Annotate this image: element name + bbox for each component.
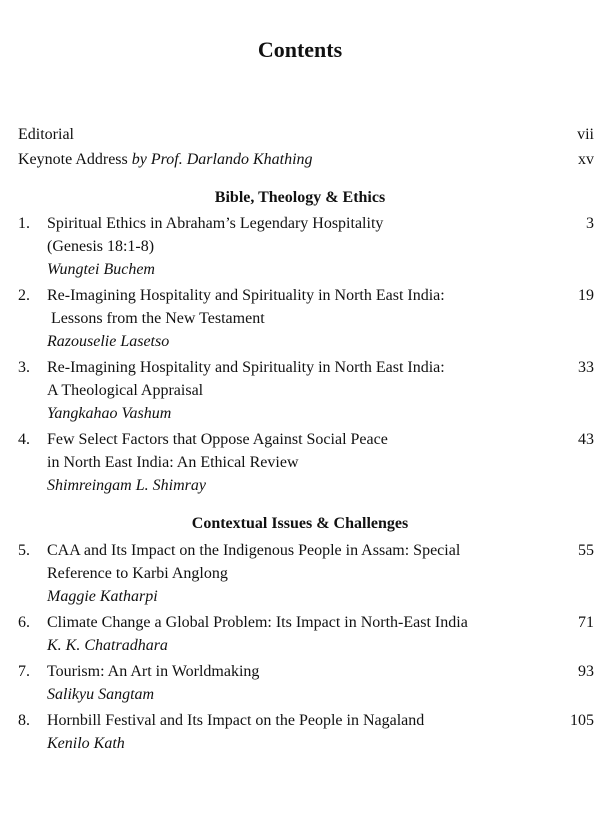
toc-page-number: 105: [570, 712, 594, 729]
section-heading: Contextual Issues & Challenges: [191, 515, 409, 532]
toc-entry-number: 3.: [18, 359, 30, 376]
toc-entry-author-line: [18, 586, 594, 608]
toc-entry-title: Re-Imagining Hospitality and Spirituality in North East India:: [47, 287, 445, 304]
toc-entry-label: Keynote Address: [18, 151, 128, 168]
toc-entry-author: Yangkahao Vashum: [47, 405, 172, 422]
toc-entry[interactable]: [18, 710, 594, 732]
toc-page-number: 93: [578, 663, 594, 680]
toc-entry-editorial[interactable]: [18, 124, 594, 146]
toc-page-number: 33: [578, 359, 594, 376]
toc-entry-author: Kenilo Kath: [47, 735, 125, 752]
toc-entry-author-line: [18, 684, 594, 706]
toc-entry-title: Few Select Factors that Oppose Against Social Peace: [47, 431, 388, 448]
toc-entry-speaker: by Prof. Darlando Khathing: [131, 151, 313, 168]
toc-entry-title: Lessons from the New Testament: [47, 310, 265, 327]
toc-entry-author-line: [18, 259, 594, 281]
section-heading: Bible, Theology & Ethics: [214, 189, 386, 206]
toc-entry-number: 5.: [18, 542, 30, 559]
toc-page-number: 3: [586, 215, 594, 232]
toc-entry-number: 1.: [18, 215, 30, 232]
toc-entry-author-line: [18, 403, 594, 425]
toc-entry-title: Reference to Karbi Anglong: [47, 565, 228, 582]
toc-entry-author: Wungtei Buchem: [47, 261, 155, 278]
toc-entry-continued: [18, 308, 594, 330]
toc-entry[interactable]: [18, 661, 594, 683]
toc-entry-author-line: [18, 635, 594, 657]
toc-entry-author: Razouselie Lasetso: [47, 333, 170, 350]
toc-entry-title: Spiritual Ethics in Abraham’s Legendary Hospitality: [47, 215, 384, 232]
toc-entry-number: 2.: [18, 287, 30, 304]
toc-entry-label: Editorial: [18, 126, 74, 143]
toc-entry[interactable]: [18, 429, 594, 451]
toc-entry-title: A Theological Appraisal: [47, 382, 204, 399]
page-title: Contents: [257, 37, 343, 62]
toc-entry[interactable]: [18, 357, 594, 379]
toc-entry-author: K. K. Chatradhara: [47, 637, 168, 654]
toc-entry-number: 7.: [18, 663, 30, 680]
toc-entry-number: 8.: [18, 712, 30, 729]
toc-entry-author: Maggie Katharpi: [47, 588, 158, 605]
toc-entry-continued: [18, 236, 594, 258]
toc-page-number: vii: [577, 126, 594, 143]
toc-entry-author-line: [18, 733, 594, 755]
toc-entry-title: Climate Change a Global Problem: Its Impact in North-East India: [47, 614, 468, 631]
toc-entry-continued: [18, 380, 594, 402]
toc-entry-author-line: [18, 475, 594, 497]
toc-entry-number: 4.: [18, 431, 30, 448]
toc-entry-author-line: [18, 331, 594, 353]
toc-entry-continued: [18, 452, 594, 474]
toc-page-number: 43: [578, 431, 594, 448]
toc-entry-author: Salikyu Sangtam: [47, 686, 155, 703]
toc-entry-number: 6.: [18, 614, 30, 631]
toc-entry[interactable]: [18, 612, 594, 634]
toc-page-number: 55: [578, 542, 594, 559]
toc-entry-author: Shimreingam L. Shimray: [47, 477, 206, 494]
toc-entry[interactable]: [18, 213, 594, 235]
toc-entry-title: CAA and Its Impact on the Indigenous People in Assam: Special: [47, 542, 461, 559]
toc-entry[interactable]: [18, 285, 594, 307]
toc-entry[interactable]: [18, 540, 594, 562]
toc-entry-continued: [18, 563, 594, 585]
toc-page-number: 19: [578, 287, 594, 304]
toc-entry-title: Hornbill Festival and Its Impact on the People in Nagaland: [47, 712, 425, 729]
toc-entry-title: in North East India: An Ethical Review: [47, 454, 299, 471]
toc-page-number: xv: [578, 151, 594, 168]
toc-entry-title: (Genesis 18:1-8): [47, 238, 155, 255]
toc-page-number: 71: [578, 614, 594, 631]
toc-entry-title: Tourism: An Art in Worldmaking: [47, 663, 260, 680]
toc-entry-title: Re-Imagining Hospitality and Spirituality in North East India:: [47, 359, 445, 376]
toc-entry-label-wrap: [18, 149, 313, 171]
toc-entry-keynote[interactable]: [18, 149, 594, 171]
